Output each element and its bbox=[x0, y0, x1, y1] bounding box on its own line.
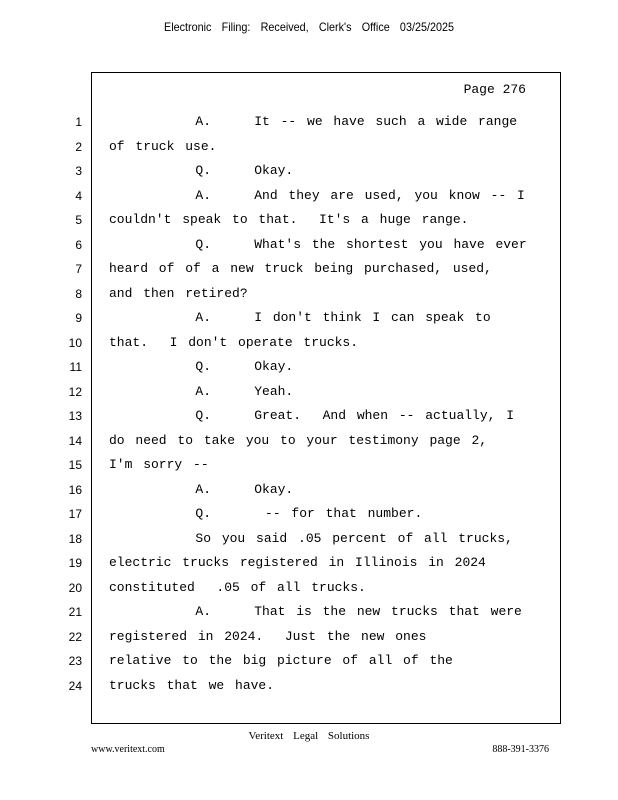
line-number: 19 bbox=[68, 556, 82, 570]
line-number: 15 bbox=[68, 458, 82, 472]
line-text: A. Yeah. bbox=[109, 383, 294, 399]
line-text: Q. Great. And when -- actually, I bbox=[109, 408, 515, 423]
line-text: Q. Okay. bbox=[109, 359, 294, 374]
transcript-line bbox=[0, 334, 560, 352]
transcript-line bbox=[0, 677, 560, 695]
transcript-line bbox=[0, 579, 560, 597]
line-number: 10 bbox=[68, 335, 82, 350]
footer-website: www.veritext.com bbox=[91, 744, 165, 755]
footer-company: Veritext Legal Solutions bbox=[248, 730, 370, 742]
transcript-line bbox=[0, 432, 560, 450]
transcript-line bbox=[0, 407, 560, 425]
transcript-line bbox=[0, 187, 560, 205]
transcript-line bbox=[0, 383, 560, 401]
line-number: 6 bbox=[75, 237, 82, 252]
line-number: 14 bbox=[68, 433, 82, 448]
transcript-line bbox=[0, 505, 560, 523]
line-number: 7 bbox=[75, 262, 82, 276]
line-number: 21 bbox=[68, 605, 82, 619]
line-text: constituted .05 of all trucks. bbox=[109, 579, 366, 595]
transcript-line bbox=[0, 481, 560, 499]
page-number: Page 276 bbox=[463, 82, 526, 97]
transcript-line bbox=[0, 456, 560, 474]
line-number: 8 bbox=[75, 286, 82, 301]
line-text: I'm sorry -- bbox=[109, 457, 209, 472]
line-text: A. I don't think I can speak to bbox=[109, 310, 491, 325]
line-text: heard of of a new truck being purchased, used, bbox=[109, 261, 492, 276]
line-text: and then retired? bbox=[109, 285, 248, 301]
transcript-line bbox=[0, 138, 560, 156]
line-text: relative to the big picture of all of the bbox=[109, 653, 453, 668]
line-text: of truck use. bbox=[109, 138, 217, 154]
line-number: 24 bbox=[68, 678, 82, 693]
line-text: Q. -- for that number. bbox=[109, 506, 423, 521]
line-text: that. I don't operate trucks. bbox=[109, 334, 359, 350]
line-text: Q. Okay. bbox=[109, 163, 294, 178]
line-number: 22 bbox=[68, 629, 82, 644]
transcript-line bbox=[0, 285, 560, 303]
line-number: 18 bbox=[68, 531, 82, 546]
line-text: A. And they are used, you know -- I bbox=[109, 187, 525, 203]
line-text: A. It -- we have such a wide range bbox=[109, 114, 518, 129]
line-number: 12 bbox=[68, 384, 82, 399]
line-number: 20 bbox=[68, 580, 82, 595]
transcript-line bbox=[0, 309, 560, 327]
filing-header: Electronic Filing: Received, Clerk's Office 03/25/2025 bbox=[164, 20, 454, 34]
transcript-line bbox=[0, 260, 560, 278]
line-text: couldn't speak to that. It's a huge range. bbox=[109, 212, 469, 227]
line-number: 11 bbox=[69, 360, 82, 374]
line-text: do need to take you to your testimony page 2, bbox=[109, 432, 488, 448]
line-number: 3 bbox=[75, 164, 82, 178]
transcript-line bbox=[0, 554, 560, 572]
line-text: trucks that we have. bbox=[109, 677, 275, 693]
line-number: 5 bbox=[75, 213, 82, 227]
transcript-line bbox=[0, 358, 560, 376]
line-text: A. Okay. bbox=[109, 481, 294, 497]
transcript-line bbox=[0, 530, 560, 548]
transcript-line bbox=[0, 113, 560, 131]
line-number: 16 bbox=[68, 482, 82, 497]
line-number: 13 bbox=[68, 409, 82, 423]
transcript-line bbox=[0, 211, 560, 229]
transcript-line bbox=[0, 236, 560, 254]
transcript-line bbox=[0, 628, 560, 646]
line-text: Q. What's the shortest you have ever bbox=[109, 236, 527, 252]
footer-phone: 888-391-3376 bbox=[492, 744, 549, 755]
transcript-line bbox=[0, 603, 560, 621]
line-number: 17 bbox=[68, 507, 82, 521]
line-text: electric trucks registered in Illinois in 2024 bbox=[109, 555, 486, 570]
line-number: 4 bbox=[75, 188, 82, 203]
line-number: 1 bbox=[75, 115, 82, 129]
line-text: registered in 2024. Just the new ones bbox=[109, 628, 427, 644]
transcript-line bbox=[0, 162, 560, 180]
line-text: A. That is the new trucks that were bbox=[109, 604, 522, 619]
line-text: So you said .05 percent of all trucks, bbox=[109, 530, 513, 546]
line-number: 23 bbox=[68, 654, 82, 668]
line-number: 9 bbox=[75, 311, 82, 325]
transcript-line bbox=[0, 652, 560, 670]
line-number: 2 bbox=[75, 139, 82, 154]
